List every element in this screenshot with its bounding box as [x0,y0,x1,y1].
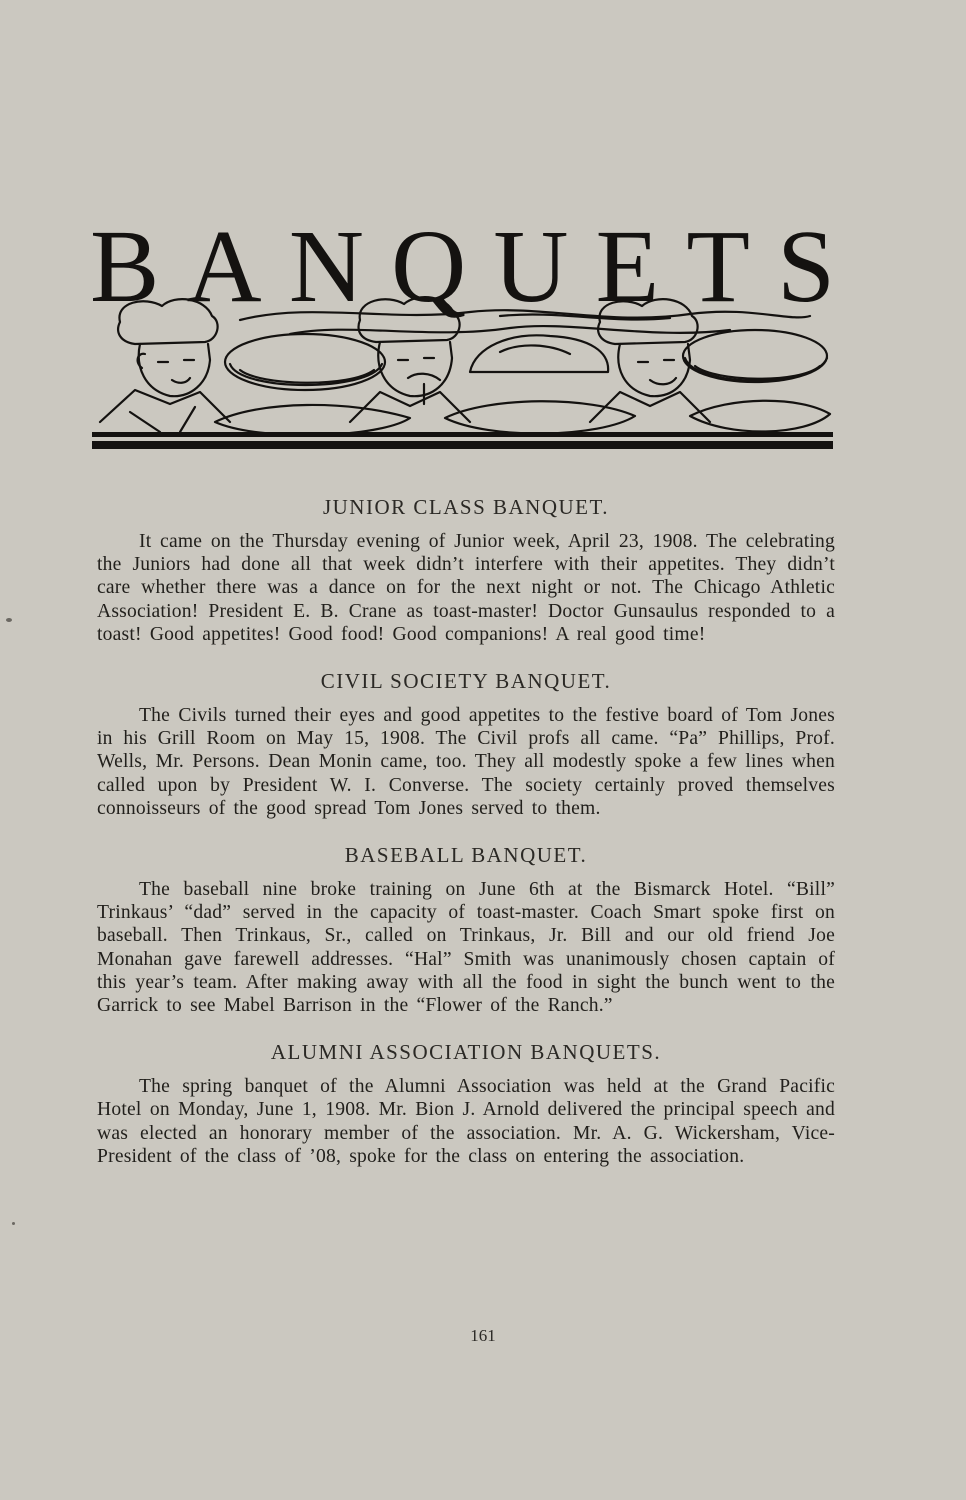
section-title: BASEBALL BANQUET. [344,843,588,868]
banner-letter: E [595,209,660,324]
section-civil-society [97,666,835,820]
banner-letter: U [493,209,569,324]
chef-figure [100,299,230,432]
section-paragraph: It came on the Thursday evening of Junior week, April 23, 1908. The celebrating the Juniors had done all that week didn’t interfere with their appetites. They didn’t care whether there was a dance on for the next night or not. The Chicago Athletic Association! President E. B. Crane as toast-master! Doctor Gunsaulus responded to a toast! Good appetites! Good food! Good companions! A real good time! [97,531,835,645]
platter [215,334,410,435]
platter [445,335,635,433]
section-paragraph: The spring banquet of the Alumni Association was held at the Grand Pacific Hotel on Monday, June 1, 1908. Mr. Bion J. Arnold delivered the principal speech and was elected an honorary member of the association. Mr. A. G. Wickersham, Vice-President of the class of ’08, spoke for the class on entering the association. [97,1076,835,1167]
section-title: JUNIOR CLASS BANQUET. [322,495,610,519]
paper-speck [6,618,12,622]
page-number: 161 [470,1326,496,1345]
banner-letter: Q [391,209,467,324]
section-title: CIVIL SOCIETY BANQUET. [320,669,612,694]
paper-speck [12,1222,15,1225]
section-paragraph: The Civils turned their eyes and good appetites to the festive board of Tom Jones in his Grill Room on May 15, 1908. The Civil profs all came. “Pa” Phillips, Prof. Wells, Mr. Persons. Dean Monin came, too. They all modestly spoke a few lines when called upon by President W. I. Converse. The society certainly proved themselves connoisseurs of the good spread Tom Jones served to them. [97,705,835,819]
banner-letter: T [686,209,750,324]
banner-letter: B [90,209,160,324]
section-junior-class [97,492,835,646]
banner-letter: A [186,209,262,324]
banner-letter: N [288,209,364,324]
section-paragraph: The baseball nine broke training on June 6th at the Bismarck Hotel. “Bill” Trinkaus’ “dad” served in the capacity of toast-master. Coach Smart spoke first on baseball. Then Trinkaus, Sr., called on Trinkaus, Jr. Bill and our old friend Joe Monahan gave farewell addresses. “Hal” Smith was unanimously chosen captain of this year’s team. After making away with all the food in sight the bunch went to the Garrick to see Mabel Barrison in the “Flower of the Ranch.” [97,879,835,1017]
section-alumni-association [97,1037,835,1168]
banner-letter: S [777,209,835,324]
chefs-illustration [90,292,835,452]
article-body [97,492,835,1168]
section-baseball [97,840,835,1017]
banquets-banner [90,209,835,452]
section-title: ALUMNI ASSOCIATION BANQUETS. [270,1040,662,1065]
